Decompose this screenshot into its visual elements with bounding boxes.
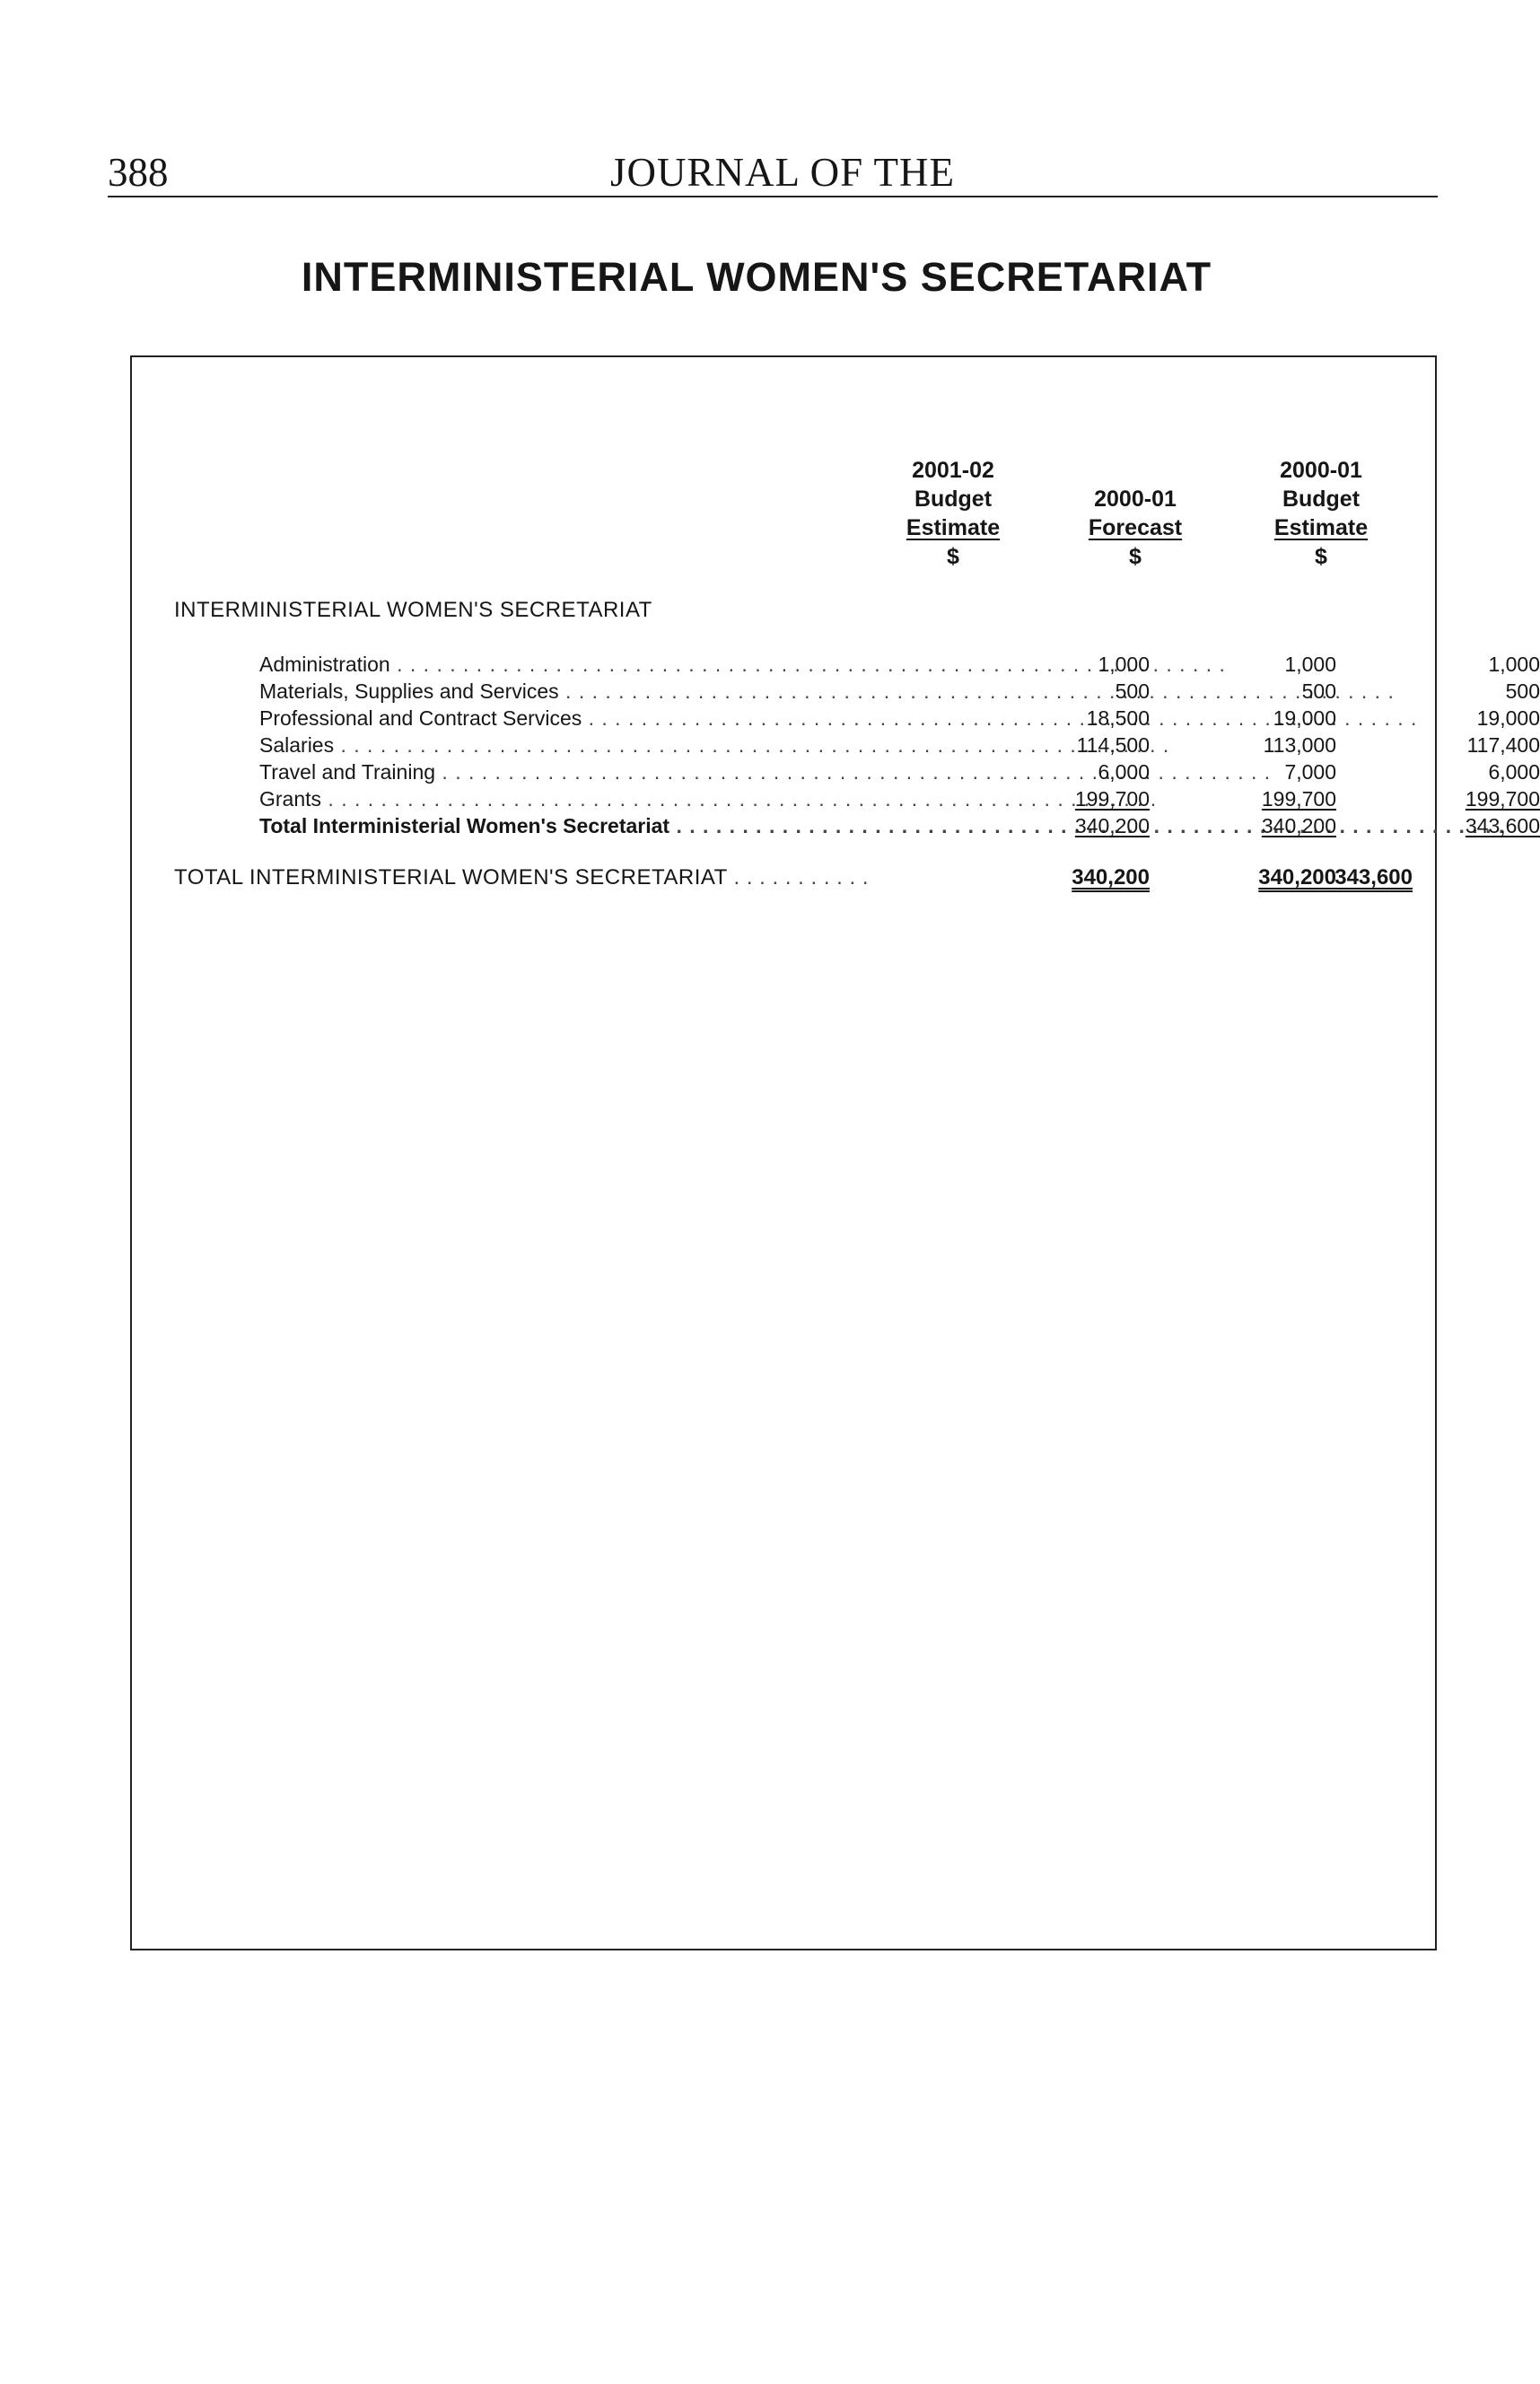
row-value: 199,700 xyxy=(1465,787,1540,811)
column-header-2001-02-estimate xyxy=(863,456,1043,571)
column-header-line2: Budget xyxy=(914,486,993,512)
budget-table xyxy=(130,355,1540,1950)
row-label: Administration . . . xyxy=(259,651,959,678)
page-title: INTERMINISTERIAL WOMEN'S SECRETARIAT xyxy=(301,254,1212,300)
row-value: 6,000 xyxy=(1098,760,1150,784)
row-value: 199,700 xyxy=(1261,787,1336,811)
column-header-line2: Budget xyxy=(1282,486,1361,512)
column-header-2000-01-estimate xyxy=(1231,456,1411,571)
table-row xyxy=(259,732,1540,758)
row-value: 114,500 xyxy=(1076,733,1150,757)
column-header-unit: $ xyxy=(947,544,959,569)
row-value: 500 xyxy=(1301,679,1336,703)
table-row xyxy=(259,678,1540,705)
table-row xyxy=(259,758,1540,785)
row-value: 19,000 xyxy=(1476,706,1540,730)
row-label: Salaries . . . xyxy=(259,732,959,758)
table-row xyxy=(259,651,1540,678)
row-value: 1,000 xyxy=(1488,653,1540,676)
column-header-unit: $ xyxy=(1315,544,1327,569)
column-header-line3: Estimate xyxy=(1273,515,1369,540)
journal-header xyxy=(108,149,1438,197)
column-header-line1: 2001-02 xyxy=(912,458,994,483)
section-label: INTERMINISTERIAL WOMEN'S SECRETARIAT xyxy=(174,598,652,622)
column-header-unit: $ xyxy=(1129,544,1142,569)
page-number: 388 xyxy=(108,150,169,195)
row-value: 7,000 xyxy=(1284,760,1336,784)
row-label: Travel and Training . . . xyxy=(259,758,959,785)
grand-total-row xyxy=(174,863,1413,893)
column-header-line3: Estimate xyxy=(906,515,1001,540)
grand-total-label: TOTAL INTERMINISTERIAL WOMEN'S SECRETARIAT . . . xyxy=(174,863,838,893)
row-value: 117,400 xyxy=(1466,733,1540,757)
grand-total-value: 340,200 xyxy=(1072,865,1150,890)
table-row xyxy=(259,785,1540,812)
row-label: Grants . . . xyxy=(259,785,959,812)
row-value: 500 xyxy=(1505,679,1540,703)
row-value: 343,600 xyxy=(1465,814,1540,837)
row-label: Total Interministerial Women's Secretariat . . . xyxy=(259,812,959,839)
row-label: Professional and Contract Services . . . xyxy=(259,705,959,732)
column-header-line1 xyxy=(1046,456,1225,485)
table-row xyxy=(259,705,1540,732)
row-value: 1,000 xyxy=(1098,653,1150,676)
column-header-line2: 2000-01 xyxy=(1094,486,1177,512)
grand-total-value: 343,600 xyxy=(1334,865,1413,890)
row-value: 1,000 xyxy=(1284,653,1336,676)
column-header-line1: 2000-01 xyxy=(1280,458,1362,483)
column-header-line3: Forecast xyxy=(1088,515,1183,540)
row-value: 199,700 xyxy=(1074,787,1150,811)
row-value: 500 xyxy=(1115,679,1150,703)
subtotal-row xyxy=(259,812,1540,839)
grand-total-value: 340,200 xyxy=(1258,865,1336,890)
row-value: 6,000 xyxy=(1488,760,1540,784)
row-value: 18,500 xyxy=(1086,706,1150,730)
row-value: 340,200 xyxy=(1261,814,1336,837)
row-value: 19,000 xyxy=(1273,706,1336,730)
column-header-2000-01-forecast xyxy=(1046,456,1225,571)
row-label: Materials, Supplies and Services . . . xyxy=(259,678,959,705)
journal-title: JOURNAL OF THE xyxy=(610,150,956,195)
row-value: 113,000 xyxy=(1263,733,1336,757)
row-value: 340,200 xyxy=(1074,814,1150,837)
